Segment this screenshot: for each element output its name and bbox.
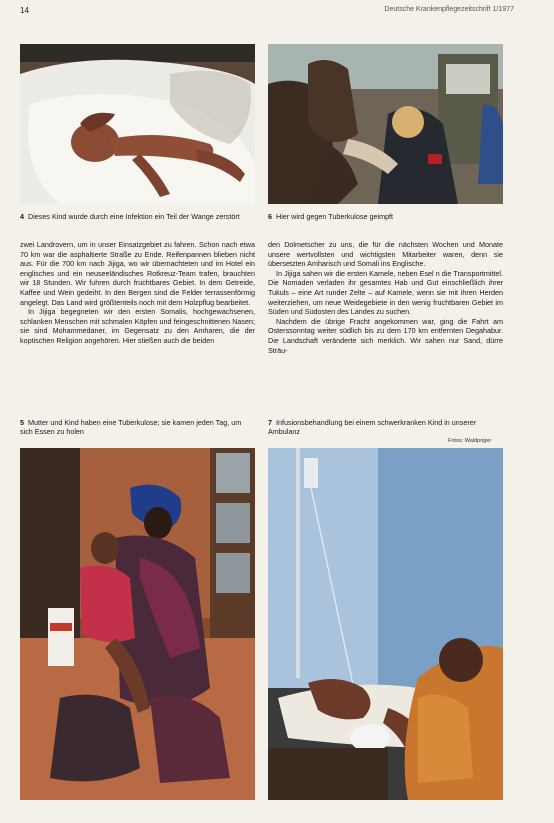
photo-mother-and-child bbox=[20, 448, 255, 800]
body-paragraph: den Dolmetscher zu uns, die für die nächsten Wochen und Monate unsere wertvollsten und wichtigsten Mitarbeiter waren, denn sie übersetzten Amharisch und Somali ins Englische. bbox=[268, 240, 503, 269]
caption-number: 4 bbox=[20, 212, 24, 221]
caption-text: Hier wird gegen Tuberkulose geimpft bbox=[276, 212, 394, 221]
caption-6 bbox=[268, 212, 503, 221]
caption-5 bbox=[20, 418, 255, 437]
caption-4 bbox=[20, 212, 255, 221]
caption-text: Mutter und Kind haben eine Tuberkulose; sie kamen jeden Tag, um sich Essen zu holen bbox=[20, 418, 242, 437]
photo-infusion-treatment bbox=[268, 448, 503, 800]
photo-credit: Fotos: Waldpriger bbox=[448, 438, 492, 444]
caption-text: Infusionsbehandlung bei einem schwerkranken Kind in unserer Ambulanz bbox=[268, 418, 477, 437]
caption-number: 6 bbox=[268, 212, 272, 221]
caption-7 bbox=[268, 418, 503, 437]
photo-child-infection bbox=[20, 44, 255, 204]
caption-number: 7 bbox=[268, 418, 272, 427]
body-paragraph: In Jijiga begegneten wir den ersten Somalis, hochgewachsenen, schlanken Menschen mit schmalen Köpfen und feingeschnittenen Nasen; sie sind Mohammedaner, im Gegensatz zu den Amharen, die der koptischen Religion angehören. Hier stießen auch die beiden bbox=[20, 307, 255, 345]
body-paragraph: zwei Landrovern, um in unser Einsatzgebiet zu fahren. Schon nach etwa 70 km war die asphaltierte Straße zu Ende. Reifenpannen blieben nicht aus. Für die 700 km nach Jijiga, wo wir übernachteten und im Hotel ein englisches und ein neuseeländisches Rotkreuz-Team trafen, brauchten wir 18 Stunden. Wir fuhren durch fruchtbares Gebiet. In dem Getreide, Kaffee und Wein gedeiht. In den Bergen sind die Felder terrassenförmig angelegt. Das Land wird größtenteils noch mit dem Holzpflug bearbeitet. bbox=[20, 240, 255, 307]
body-paragraph: Nachdem die übrige Fracht angekommen war, ging die Fahrt am Osterssonntag weiter südlich bis zu dem 170 km entfernten Degahabur. Die Landschaft veränderte sich merklich. Wir sahen nur Sand, dürre Sträu- bbox=[268, 316, 503, 355]
caption-number: 5 bbox=[20, 418, 24, 427]
body-column-right bbox=[268, 240, 503, 355]
page-number: 14 bbox=[20, 6, 29, 15]
photo-tuberculosis-vaccination bbox=[268, 44, 503, 204]
body-column-left bbox=[20, 240, 255, 346]
caption-text: Dieses Kind wurde durch eine Infektion ein Teil der Wange zerstört bbox=[28, 212, 240, 221]
body-paragraph: In Jijiga sahen wir die ersten Kamele, neben Esel n die Transportmittel. Die Nomaden verladen ihr gesamtes Hab und Gut einschließlich ihrer Tukuls – eine Art runder Zelte – auf Kamele, wenn sie mit ihren Herden weiterziehen, um neue Weidegebiete in den wenig fruchtbaren Gebiet im Süden und Südosten des Landes zu suchen. bbox=[268, 268, 503, 317]
running-head: Deutsche Krankenpflegezeitschrift 1/1977 bbox=[384, 6, 514, 13]
